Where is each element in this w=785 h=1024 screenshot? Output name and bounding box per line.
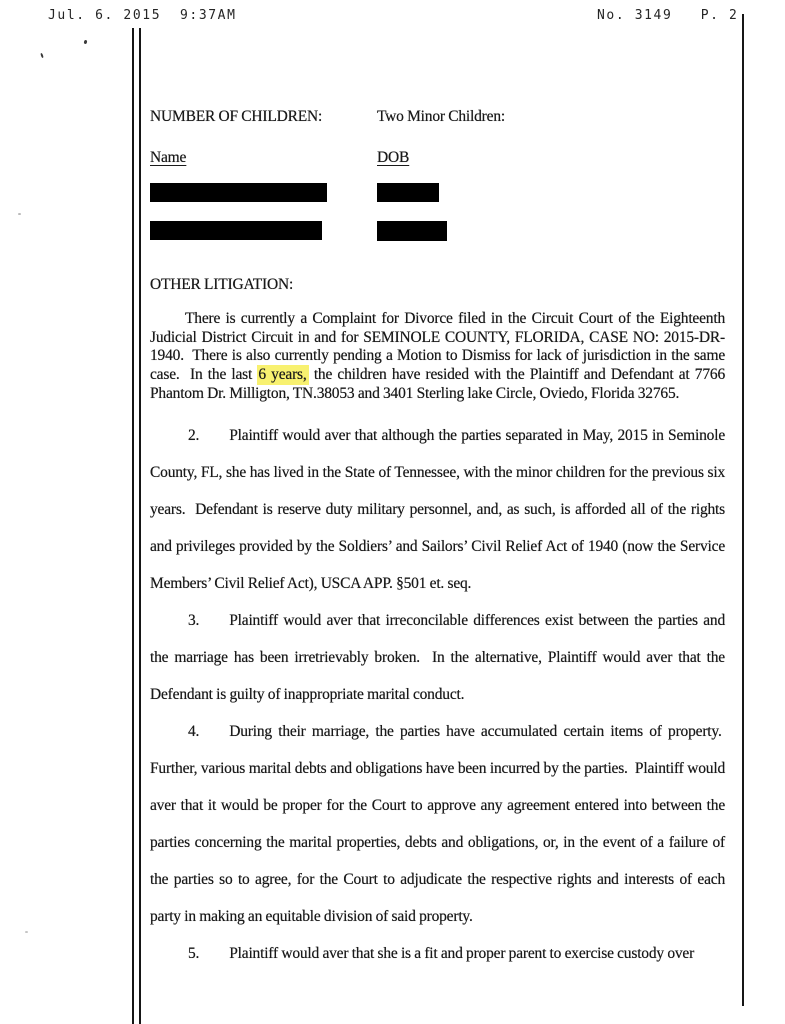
other-litigation-heading: OTHER LITIGATION: [150, 276, 294, 293]
paragraph-2 [150, 417, 725, 602]
redaction-bar-child1-name [150, 183, 327, 202]
paragraph-5 [150, 935, 725, 972]
paragraph-text: There is currently a Complaint for Divorce filed in the Circuit Court of the Eighteenth Judicial District Circuit in and for SEMINOLE COUNTY, FLORIDA, CASE NO: 2015-DR-1940. There is also currently pending a Motion to Dismiss for lack of jurisdiction in the same case. In the last [150, 310, 725, 384]
right-rule-line [742, 14, 744, 1006]
paragraph-number: 2. [188, 427, 200, 444]
scan-speck [40, 53, 44, 58]
paragraph-text: Plaintiff would aver that although the parties separated in May, 2015 in Seminole County, FL, she has lived in the State of Tennessee, with the minor children for the previous six years. Defendant is reserve duty military personnel, and, as such, is afforded all of the rights and privileges provided by the Soldiers’ and Sailors’ Civil Relief Act of 1940 (now the Service Members’ Civil Relief Act), USCA APP. §501 et. seq. [150, 427, 725, 592]
paragraph-text: Plaintiff would aver that she is a fit and proper parent to exercise custody over [229, 945, 695, 962]
left-rule-line-2 [139, 28, 141, 1024]
paragraph-3 [150, 602, 725, 713]
paragraph-text: Plaintiff would aver that irreconcilable differences exist between the parties and the marriage has been irretrievably broken. In the alternative, Plaintiff would aver that the Defendant is guilty of inappropriate marital conduct. [150, 612, 725, 703]
paragraph-text: During their marriage, the parties have accumulated certain items of property. Further, various marital debts and obligations have been incurred by the parties. Plaintiff would aver that it would be proper for the Court to approve any agreement entered into between the parties concerning the marital properties, debts and obligations, or, in the event of a failure of the parties so to agree, for the Court to adjudicate the respective rights and interests of each party in making an equitable division of said property. [150, 723, 725, 925]
paragraph-4 [150, 713, 725, 935]
children-count-value: Two Minor Children: [377, 108, 505, 125]
name-column-header: Name [150, 149, 187, 166]
scan-speck [84, 40, 88, 45]
numbered-paragraphs [150, 417, 725, 972]
scan-speck [25, 931, 28, 933]
children-count-label: NUMBER OF CHILDREN: [150, 108, 323, 125]
paragraph-number: 5. [188, 945, 200, 962]
redaction-bar-child1-dob [377, 183, 439, 202]
redaction-bar-child2-name [150, 221, 322, 240]
children-section [150, 106, 725, 251]
paragraph-number: 3. [188, 612, 200, 629]
highlighted-text: 6 years, [258, 366, 307, 384]
redaction-bar-child2-dob [377, 221, 447, 241]
fax-page-number: No. 3149 P. 2 [597, 8, 739, 23]
fax-timestamp: Jul. 6. 2015 9:37AM [48, 8, 237, 23]
left-rule-line-1 [132, 28, 134, 1024]
litigation-paragraph [150, 310, 725, 404]
paragraph-number: 4. [188, 723, 200, 740]
paragraph-text: the children have resided with the Plaintiff and Defendant at 7766 Phantom Dr. Milligton, TN.38053 and 3401 Sterling lake Circle, Oviedo, Florida 32765. [150, 366, 725, 402]
scan-speck [18, 213, 21, 215]
dob-column-header: DOB [377, 149, 410, 166]
